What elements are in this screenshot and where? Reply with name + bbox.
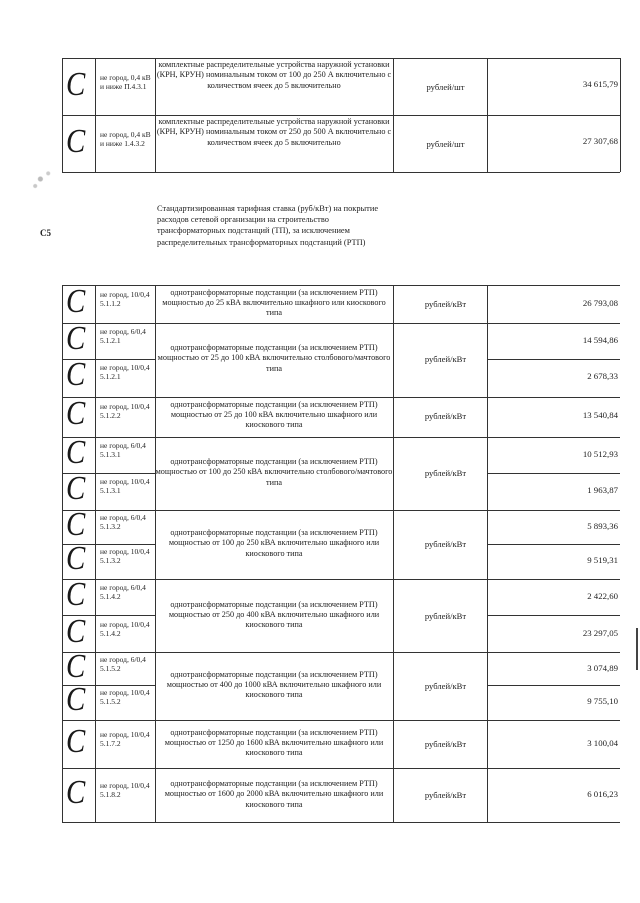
- group-unit: рублей/кВт: [424, 354, 467, 364]
- group-unit: рублей/кВт: [424, 738, 467, 749]
- row-category-letter: С: [66, 576, 86, 613]
- group-description: однотрансформаторные подстанции (за исключением РТП) мощностью от 25 до 100 кВА включительно столбового/мачтового типа: [157, 343, 391, 373]
- sub-row-divider: [487, 615, 620, 616]
- row-value: 6 016,23: [587, 789, 618, 799]
- column-divider: [155, 58, 156, 172]
- row-category-letter: С: [66, 612, 86, 650]
- sub-row-divider: [62, 544, 155, 545]
- row-value: 10 512,93: [582, 449, 618, 459]
- column-divider: [62, 58, 63, 172]
- sub-row-divider: [62, 615, 155, 616]
- row-category-letter: С: [66, 722, 86, 760]
- section-code: С5: [40, 228, 51, 238]
- row-category-letter: С: [66, 540, 86, 577]
- row-value: 2 678,33: [587, 371, 618, 381]
- row-category-letter: С: [66, 470, 86, 507]
- column-divider: [155, 285, 156, 822]
- column-divider: [95, 285, 96, 822]
- row-code: не город, 10/0,4 5.1.2.2: [100, 401, 150, 420]
- margin-mark: [636, 628, 638, 670]
- row-category-letter: С: [66, 647, 86, 685]
- column-divider: [95, 58, 96, 172]
- row-code: не город, 10/0,4 5.1.2.1: [100, 363, 150, 382]
- sub-row-divider: [62, 473, 155, 474]
- column-divider: [487, 285, 488, 822]
- row-code: не город, 10/0,4 5.1.7.2: [100, 729, 150, 748]
- sub-row-divider: [487, 685, 620, 686]
- row-value: 3 074,89: [587, 662, 618, 673]
- row-code: не город, 10/0,4 5.1.8.2: [100, 781, 150, 800]
- row-category-letter: С: [66, 506, 86, 543]
- row-category-letter: С: [66, 681, 86, 718]
- row-category-letter: С: [66, 356, 86, 393]
- row-category-letter: С: [66, 394, 86, 432]
- row-value: 5 893,36: [587, 521, 618, 531]
- row-code: не город, 10/0,4 5.1.3.1: [100, 477, 150, 496]
- group-description: однотрансформаторные подстанции (за исключением РТП) мощностью от 1600 до 2000 кВА включительно шкафного или киоскового типа: [164, 779, 384, 809]
- row-category-letter: С: [66, 65, 86, 103]
- row-value: 9 519,31: [587, 555, 618, 565]
- row-code: не город, 10/0,4 5.1.3.2: [100, 547, 150, 566]
- top-border: [62, 58, 620, 59]
- row-category-letter: С: [66, 320, 86, 357]
- row-code: не город, 6/0,4 5.1.3.2: [100, 513, 146, 532]
- row-category-letter: С: [66, 774, 86, 811]
- row-code: не город, 6/0,4 5.1.5.2: [100, 654, 146, 673]
- group-unit: рублей/кВт: [424, 790, 467, 800]
- row-unit: рублей/шт: [426, 138, 465, 149]
- group-description: однотрансформаторные подстанции (за исключением РТП) мощностью от 100 до 250 кВА включительно столбового/мачтового типа: [155, 457, 393, 487]
- row-value: 34 615,79: [582, 78, 618, 89]
- row-description: комплектные распределительные устройства наружной установки (КРН, КРУН) номинальным током от 250 до 500 А включительно с количеством ячеек до 5 включительно: [156, 117, 392, 147]
- group-unit: рублей/кВт: [424, 298, 467, 309]
- row-value: 14 594,86: [582, 335, 618, 345]
- group-description: однотрансформаторные подстанции (за исключением РТП) мощностью от 1250 до 1600 кВА включительно шкафного или киоскового типа: [164, 727, 384, 758]
- group-divider: [62, 397, 620, 398]
- row-value: 2 422,60: [587, 591, 618, 601]
- column-divider: [620, 58, 621, 172]
- row-divider: [62, 115, 620, 116]
- row-value: 13 540,84: [582, 409, 618, 420]
- column-divider: [393, 58, 394, 172]
- column-divider: [62, 285, 63, 822]
- group-description: однотрансформаторные подстанции (за исключением РТП) мощностью от 400 до 1000 кВА включительно шкафного или киоскового типа: [166, 669, 382, 700]
- group-divider: [62, 285, 620, 286]
- row-code: не город, 6/0,4 5.1.2.1: [100, 327, 146, 346]
- sub-row-divider: [62, 359, 155, 360]
- sub-row-divider: [62, 685, 155, 686]
- group-description: однотрансформаторные подстанции (за исключением РТП) мощностью от 25 до 100 кВА включительно шкафного или киоскового типа: [170, 399, 378, 430]
- scan-noise: [30, 165, 56, 193]
- row-description: комплектные распределительные устройства наружной установки (КРН, КРУН) номинальным током от 100 до 250 А включительно с количеством ячеек до 5 включительно: [156, 60, 392, 90]
- row-category-letter: С: [66, 434, 86, 471]
- group-unit: рублей/кВт: [424, 680, 467, 691]
- bottom-border: [62, 822, 620, 823]
- group-unit: рублей/кВт: [424, 539, 467, 549]
- group-divider: [62, 652, 620, 653]
- row-code: не город, 10/0,4 5.1.1.2: [100, 289, 150, 308]
- row-value: 3 100,04: [587, 737, 618, 748]
- sub-row-divider: [487, 473, 620, 474]
- row-value: 23 297,05: [582, 627, 618, 638]
- row-code: не город, 10/0,4 5.1.4.2: [100, 619, 150, 638]
- group-description: однотрансформаторные подстанции (за исключением РТП) мощностью от 100 до 250 кВА включительно шкафного или киоскового типа: [168, 528, 380, 558]
- row-code: не город, 0,4 кВ и ниже П.4.3.1: [100, 72, 151, 91]
- row-category-letter: С: [66, 282, 86, 320]
- group-description: однотрансформаторные подстанции (за исключением РТП) мощностью от 250 до 400 кВА включительно шкафного или киоскового типа: [168, 599, 380, 630]
- row-value: 9 755,10: [587, 696, 618, 706]
- row-category-letter: С: [66, 122, 86, 160]
- section-description: Стандартизированная тарифная ставка (руб/кВт) на покрытие расходов сетевой организации на строительство трансформаторных подстанций (ТП), за исключением распределительных трансформаторных подстанций (РТП): [157, 204, 379, 247]
- row-code: не город, 0,4 кВ и ниже 1.4.3.2: [100, 129, 151, 148]
- group-description: однотрансформаторные подстанции (за исключением РТП) мощностью до 25 кВА включительно шкафного или киоскового типа: [162, 287, 386, 318]
- sub-row-divider: [487, 544, 620, 545]
- row-code: не город, 6/0,4 5.1.4.2: [100, 583, 146, 602]
- group-divider: [62, 323, 620, 324]
- row-unit: рублей/шт: [426, 81, 465, 92]
- group-unit: рублей/кВт: [424, 610, 467, 621]
- column-divider: [393, 285, 394, 822]
- row-value: 1 963,87: [587, 485, 618, 495]
- row-code: не город, 10/0,4 5.1.5.2: [100, 688, 150, 707]
- row-value: 27 307,68: [582, 135, 618, 146]
- group-divider: [62, 579, 620, 580]
- row-value: 26 793,08: [582, 297, 618, 308]
- group-unit: рублей/кВт: [424, 410, 467, 421]
- sub-row-divider: [487, 359, 620, 360]
- group-unit: рублей/кВт: [424, 468, 467, 478]
- group-divider: [62, 768, 620, 769]
- row-code: не город, 6/0,4 5.1.3.1: [100, 441, 146, 460]
- group-divider: [62, 720, 620, 721]
- row-divider: [62, 172, 620, 173]
- column-divider: [487, 58, 488, 172]
- group-divider: [62, 437, 620, 438]
- group-divider: [62, 510, 620, 511]
